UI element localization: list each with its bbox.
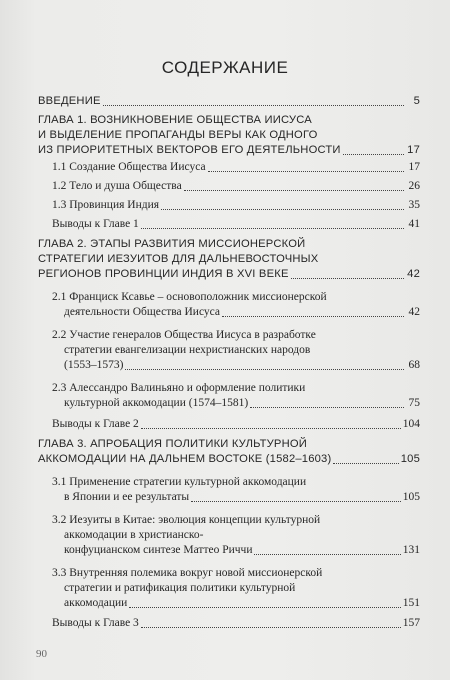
toc-entry <box>38 290 420 320</box>
dot-leader <box>141 627 401 628</box>
page-number: 90 <box>36 648 47 660</box>
toc-page-number: 5 <box>413 95 420 107</box>
dot-leader <box>291 278 404 279</box>
toc-page-number: 131 <box>402 544 420 556</box>
dot-leader <box>333 463 398 464</box>
toc-entry-text: 1.2 Тело и душа Общества <box>52 180 182 192</box>
toc-entry-text: аккомодации в христианско- <box>64 529 204 541</box>
toc-entry <box>38 437 420 467</box>
dot-leader <box>191 501 401 502</box>
toc-page-number: 17 <box>407 144 420 156</box>
toc-entry <box>38 94 420 109</box>
toc-entry-text: Выводы к Главе 3 <box>52 617 139 629</box>
toc-entry-text: ГЛАВА 2. ЭТАПЫ РАЗВИТИЯ МИССИОНЕРСКОЙ <box>38 238 306 250</box>
toc-entry-text: ВВЕДЕНИЕ <box>38 95 101 107</box>
toc-page-number: 35 <box>408 199 420 211</box>
dot-leader <box>125 369 404 370</box>
toc-entry-text: (1553–1573) <box>64 359 124 371</box>
toc-entry-text: 2.3 Алессандро Валиньяно и оформление политики <box>52 382 306 394</box>
toc-entry-text: АККОМОДАЦИИ НА ДАЛЬНЕМ ВОСТОКЕ (1582–1603) <box>38 453 332 465</box>
toc-page-number: 68 <box>408 359 420 371</box>
toc-entry-text: аккомодации <box>64 597 128 609</box>
dot-leader <box>208 171 404 172</box>
toc-page-number: 105 <box>402 491 420 503</box>
toc-entry-text: стратегии и ратификация политики культурной <box>64 582 296 594</box>
toc-entry-text: конфуцианском синтезе Маттео Риччи <box>64 544 253 556</box>
toc-entry-text: Выводы к Главе 1 <box>52 218 139 230</box>
toc-entry <box>38 113 420 158</box>
toc-entry <box>38 160 420 175</box>
toc-page-number: 42 <box>408 306 420 318</box>
toc-entry <box>38 566 420 611</box>
toc-entry <box>38 616 420 631</box>
dot-leader <box>343 154 404 155</box>
toc-entry <box>38 328 420 373</box>
dot-leader <box>250 407 404 408</box>
toc-page-number: 26 <box>408 180 420 192</box>
toc-entry-text: 1.3 Провинция Индия <box>52 199 160 211</box>
dot-leader <box>222 316 404 317</box>
dot-leader <box>141 228 404 229</box>
dot-leader <box>129 607 400 608</box>
toc-entry-text: ИЗ ПРИОРИТЕТНЫХ ВЕКТОРОВ ЕГО ДЕЯТЕЛЬНОСТИ <box>38 144 341 156</box>
toc-entry-text: деятельности Общества Иисуса <box>64 306 221 318</box>
page-title: СОДЕРЖАНИЕ <box>161 58 289 77</box>
dot-leader <box>184 190 404 191</box>
toc-entry <box>38 217 420 232</box>
toc-entry-text: Выводы к Главе 2 <box>52 418 139 430</box>
toc-entry-text: 3.1 Применение стратегии культурной аккомодации <box>52 476 307 488</box>
toc-entry-text: 2.2 Участие генералов Общества Иисуса в разработке <box>52 329 316 341</box>
toc-entry <box>38 198 420 213</box>
toc-entry-text: стратегии евангелизации нехристианских народов <box>64 344 311 356</box>
toc-entry-text: 2.1 Франциск Ксавье – основоположник миссионерской <box>52 291 327 303</box>
toc-entry-text: культурной аккомодации (1574–1581) <box>64 397 249 409</box>
toc-entry-text: СТРАТЕГИИ ИЕЗУИТОВ ДЛЯ ДАЛЬНЕВОСТОЧНЫХ <box>38 253 319 265</box>
toc-entry <box>38 513 420 558</box>
toc-entry-text: ГЛАВА 1. ВОЗНИКНОВЕНИЕ ОБЩЕСТВА ИИСУСА <box>38 114 312 126</box>
toc-page-number: 104 <box>402 418 420 430</box>
dot-leader <box>103 105 404 106</box>
toc-entry-text: ГЛАВА 3. АПРОБАЦИЯ ПОЛИТИКИ КУЛЬТУРНОЙ <box>38 438 307 450</box>
table-of-contents <box>38 94 420 631</box>
toc-page-number: 75 <box>408 397 420 409</box>
toc-entry-text: РЕГИОНОВ ПРОВИНЦИИ ИНДИЯ В XVI ВЕКЕ <box>38 268 289 280</box>
toc-page-number: 17 <box>408 161 420 173</box>
toc-page-number: 157 <box>402 617 420 629</box>
toc-page-number: 42 <box>407 268 420 280</box>
dot-leader <box>161 209 404 210</box>
toc-entry <box>38 381 420 411</box>
toc-page-number: 105 <box>400 453 420 465</box>
toc-entry <box>38 417 420 432</box>
toc-page-number: 151 <box>402 597 420 609</box>
toc-entry <box>38 475 420 505</box>
toc-entry-text: 3.2 Иезуиты в Китае: эволюция концепции культурной <box>52 514 321 526</box>
toc-entry-text: 3.3 Внутренняя полемика вокруг новой миссионерской <box>52 567 323 579</box>
dot-leader <box>141 428 401 429</box>
toc-entry-text: И ВЫДЕЛЕНИЕ ПРОПАГАНДЫ ВЕРЫ КАК ОДНОГО <box>38 129 318 141</box>
dot-leader <box>254 554 400 555</box>
toc-page-number: 41 <box>408 218 420 230</box>
toc-entry-text: 1.1 Создание Общества Иисуса <box>52 161 206 173</box>
toc-entry <box>38 237 420 282</box>
toc-entry-text: в Японии и ее результаты <box>64 491 190 503</box>
toc-entry <box>38 179 420 194</box>
